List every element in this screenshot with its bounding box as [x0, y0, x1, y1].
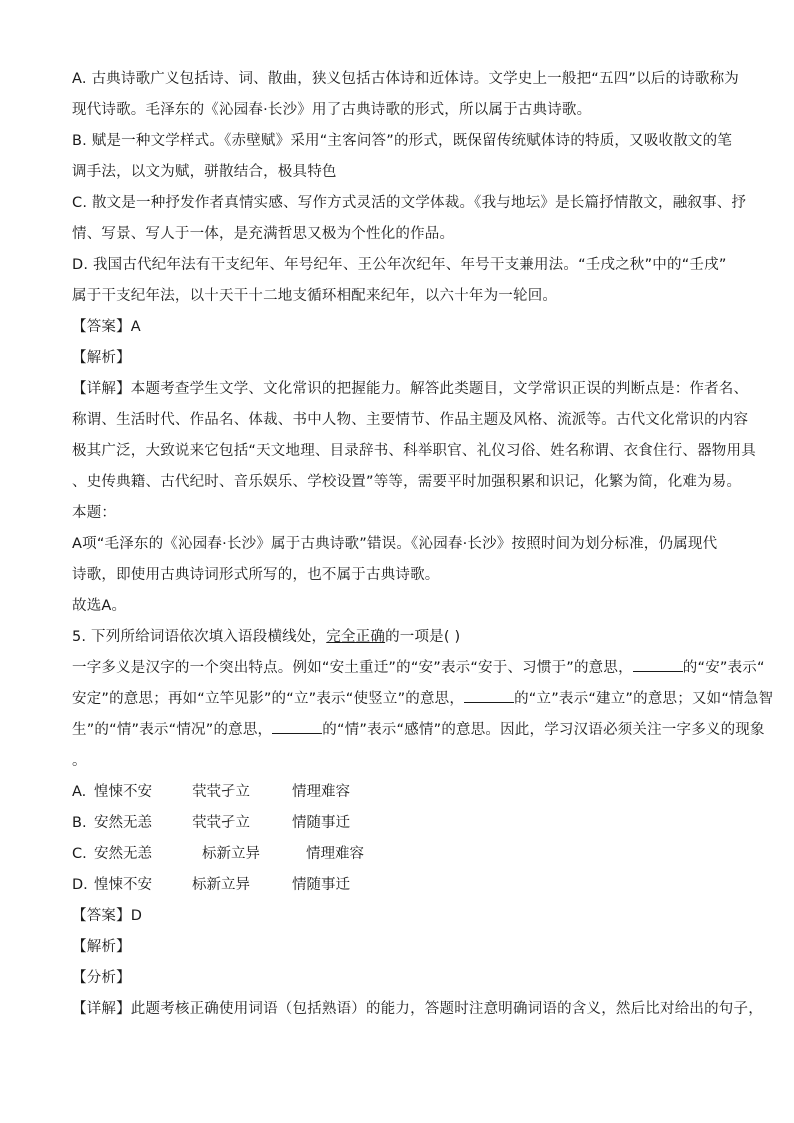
- option-key: C.: [72, 846, 87, 862]
- option-key: A.: [72, 784, 87, 800]
- text-line: 诗歌，即使用古典诗词形式所写的，也不属于古典诗歌。: [72, 567, 440, 583]
- text-fragment: 生”的“情”表示“情况”的意思，: [72, 722, 273, 738]
- option-word-2: 茕茕孑立: [192, 815, 250, 831]
- text-line: 极其广泛，大致说来它包括“天文地理、目录辞书、科举职官、礼仪习俗、姓名称谓、衣食住行、器物用具: [72, 443, 756, 459]
- text-line: 调手法，以文为赋，骈散结合，极具特色: [72, 164, 337, 180]
- blank-3: [272, 719, 322, 734]
- text-line: 【详解】本题考查学生文学、文化常识的把握能力。解答此类题目，文学常识正误的判断点是：作者名、: [72, 381, 749, 397]
- q5-stem-suffix: 的一项是( ): [385, 629, 461, 645]
- q5-options: [72, 777, 724, 901]
- option-word-3: 情随事迁: [292, 815, 350, 831]
- option-word-3: 情理难容: [306, 846, 364, 862]
- q5-passage-line: 。: [72, 753, 87, 769]
- text-line: A项“毛泽东的《沁园春·长沙》属于古典诗歌”错误。《沁园春·长沙》按照时间为划分标准，仍属现代: [72, 536, 718, 552]
- option-key: B.: [72, 815, 87, 831]
- text-line: 现代诗歌。毛泽东的《沁园春·长沙》用了古典诗歌的形式，所以属于古典诗歌。: [72, 102, 592, 118]
- blank-1: [633, 657, 683, 672]
- text-line: 故选A。: [72, 598, 127, 614]
- q4-detail: [72, 374, 756, 622]
- text-line: B. 赋是一种文学样式。《赤壁赋》采用“主客问答”的形式，既保留传统赋体诗的特质，又吸收散文的笔: [72, 133, 733, 149]
- q5-option-row: [72, 808, 724, 839]
- document-page: [72, 64, 774, 1025]
- text-fragment: 的“情”表示“感情”的意思。因此，学习汉语必须关注一字多义的现象: [322, 722, 765, 738]
- q4-option-d: [72, 250, 727, 312]
- q5-option-row: [72, 839, 724, 870]
- option-word-3: 情理难容: [292, 784, 350, 800]
- option-key: D.: [72, 877, 88, 893]
- option-word-1: 安然无恙: [94, 815, 152, 831]
- text-line: 称谓、生活时代、作品名、体裁、书中人物、主要情节、作品主题及风格、流派等。古代文化常识的内容: [72, 412, 749, 428]
- q5-stem-underlined: 完全正确: [326, 629, 386, 645]
- q5-option-row: [72, 777, 724, 808]
- q5-passage-line: [72, 653, 765, 684]
- option-word-2: 标新立异: [202, 846, 260, 862]
- q5-stem-prefix: 5. 下列所给词语依次填入语段横线处，: [72, 629, 327, 645]
- text-line: 、史传典籍、古代纪时、音乐娱乐、学校设置”等等，需要平时加强积累和识记，化繁为简，化难为易。: [72, 474, 742, 490]
- option-word-1: 安然无恙: [94, 846, 152, 862]
- text-fragment: 的“立”表示“建立”的意思；又如“情急智: [514, 691, 774, 707]
- q5-answer: 【答案】D: [72, 908, 143, 924]
- text-line: C. 散文是一种抒发作者真情实感、写作方式灵活的文学体裁。《我与地坛》是长篇抒情散文，融叙事、抒: [72, 195, 747, 211]
- option-word-2: 标新立异: [192, 877, 250, 893]
- q4-analysis-label: 【解析】: [72, 350, 131, 366]
- blank-2: [464, 688, 514, 703]
- text-line: D. 我国古代纪年法有干支纪年、年号纪年、王公年次纪年、年号干支兼用法。“壬戌之秋”中的“壬戌”: [72, 257, 727, 273]
- q4-option-a: [72, 64, 740, 126]
- q5-analysis-label: 【解析】: [72, 939, 131, 955]
- text-fragment: 安定”的意思；再如“立竿见影”的“立”表示“使竖立”的意思，: [72, 691, 465, 707]
- option-word-1: 惶悚不安: [94, 784, 152, 800]
- text-fragment: 的“安”表示“: [682, 660, 765, 676]
- q5-passage-line: [72, 715, 765, 746]
- text-line: A. 古典诗歌广义包括诗、词、散曲，狭义包括古体诗和近体诗。文学史上一般把“五四”以后的诗歌称为: [72, 71, 740, 87]
- q5-passage-line: [72, 684, 774, 715]
- q4-option-c: [72, 188, 747, 250]
- q4-answer: 【答案】A: [72, 319, 141, 335]
- q5-option-row: [72, 870, 724, 901]
- text-line: 属于干支纪年法，以十天干十二地支循环相配来纪年，以六十年为一轮回。: [72, 288, 558, 304]
- q5-stem: [72, 622, 724, 653]
- q5-detail: 【详解】此题考核正确使用词语（包括熟语）的能力，答题时注意明确词语的含义，然后比对给出的句子，: [72, 1001, 763, 1017]
- q4-option-b: [72, 126, 733, 188]
- text-line: 本题：: [72, 505, 117, 521]
- text-line: 情、写景、写人于一体，是充满哲思又极为个性化的作品。: [72, 226, 455, 242]
- q5-fenxi-label: 【分析】: [72, 970, 131, 986]
- option-word-2: 茕茕孑立: [192, 784, 250, 800]
- option-word-1: 惶悚不安: [94, 877, 152, 893]
- text-fragment: 一字多义是汉字的一个突出特点。例如“安土重迁”的“安”表示“安于、习惯于”的意思，: [72, 660, 633, 676]
- option-word-3: 情随事迁: [292, 877, 350, 893]
